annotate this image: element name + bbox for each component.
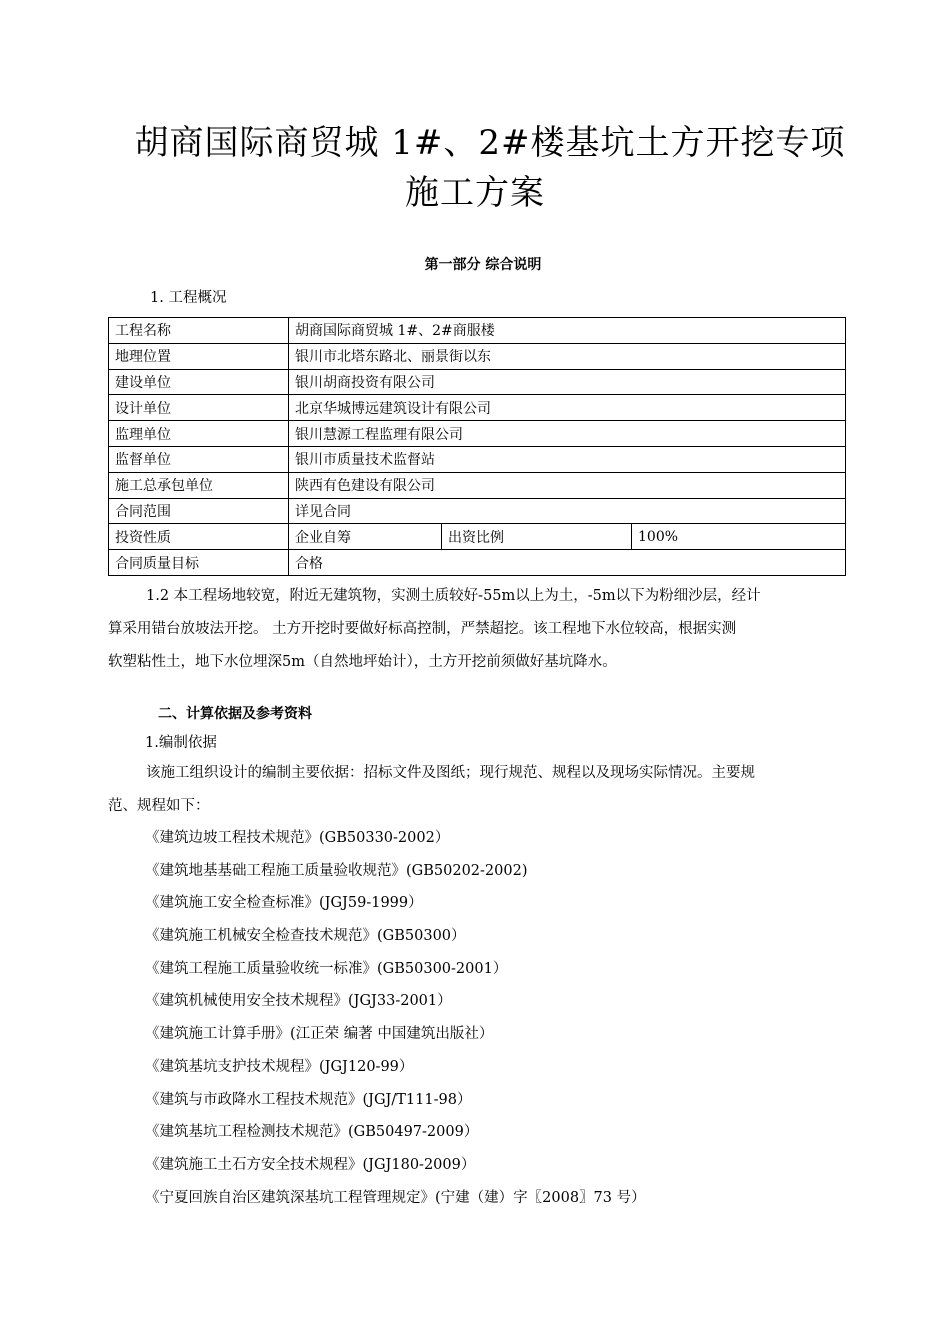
- row-label: 设计单位: [109, 395, 289, 421]
- row-label: 合同质量目标: [109, 550, 289, 576]
- subsection-heading: 1.编制依据: [145, 735, 217, 751]
- table-row: [109, 498, 846, 524]
- list-item: 《建筑地基基础工程施工质量验收规范》(GB50202-2002): [145, 862, 528, 879]
- table-row-investment: [109, 524, 846, 550]
- row-value: 合格: [289, 550, 846, 576]
- row-value: 银川市北塔东路北、丽景街以东: [289, 343, 846, 369]
- row-value: 银川胡商投资有限公司: [289, 369, 846, 395]
- paragraph-line: 算采用错台放坡法开挖。 土方开挖时要做好标高控制，严禁超挖。该工程地下水位较高，根据实测: [108, 621, 737, 637]
- paragraph-line: 范、规程如下：: [108, 798, 210, 814]
- row-label: 施工总承包单位: [109, 472, 289, 498]
- row-value: 北京华城博远建筑设计有限公司: [289, 395, 846, 421]
- document-title: [0, 118, 950, 218]
- row-value: 详见合同: [289, 498, 846, 524]
- row-label: 合同范围: [109, 498, 289, 524]
- project-info-table: [108, 317, 846, 576]
- paragraph-line: 1.2 本工程场地较宽，附近无建筑物，实测土质较好-55m以上为土，-5m以下为粉细沙层，经计: [146, 588, 761, 604]
- list-item: 《建筑基坑支护技术规程》(JGJ120-99）: [145, 1058, 414, 1075]
- paragraph-line: 软塑粘性土，地下水位埋深5m（自然地坪始计），土方开挖前须做好基坑降水。: [108, 654, 617, 670]
- list-item: 《建筑施工机械安全检查技术规范》(GB50300）: [145, 928, 466, 945]
- row-label: 监理单位: [109, 421, 289, 447]
- table-row: [109, 343, 846, 369]
- ratio-label: 出资比例: [442, 524, 632, 550]
- row-value: 陕西有色建设有限公司: [289, 472, 846, 498]
- list-item: 《建筑工程施工质量验收统一标准》(GB50300-2001）: [145, 960, 508, 977]
- list-item: 《建筑施工计算手册》(江正荣 编著 中国建筑出版社）: [145, 1026, 494, 1043]
- row-label: 地理位置: [109, 343, 289, 369]
- table-row: [109, 446, 846, 472]
- section2-heading: 二、计算依据及参考资料: [158, 706, 312, 722]
- section1-heading: 1. 工程概况: [150, 290, 227, 306]
- row-value: 企业自筹: [289, 524, 442, 550]
- list-item: 《建筑施工安全检查标准》(JGJ59-1999）: [145, 895, 423, 912]
- table-row: [109, 472, 846, 498]
- list-item: 《建筑基坑工程检测技术规范》(GB50497-2009）: [145, 1124, 479, 1141]
- ratio-value: 100%: [632, 524, 846, 550]
- row-label: 投资性质: [109, 524, 289, 550]
- row-label: 监督单位: [109, 446, 289, 472]
- list-item: 《建筑机械使用安全技术规程》(JGJ33-2001）: [145, 993, 452, 1010]
- table-row-quality: [109, 550, 846, 576]
- list-item: 《建筑施工土石方安全技术规程》(JGJ180-2009）: [145, 1156, 476, 1173]
- row-value: 银川慧源工程监理有限公司: [289, 421, 846, 447]
- reference-list: [145, 822, 646, 1214]
- list-item: 《建筑与市政降水工程技术规范》(JGJ/T111-98）: [145, 1091, 472, 1108]
- list-item: 《宁夏回族自治区建筑深基坑工程管理规定》(宁建（建）字〖2008〗73 号）: [145, 1189, 646, 1206]
- list-item: 《建筑边坡工程技术规范》(GB50330-2002）: [145, 830, 450, 846]
- basis-paragraph: [108, 757, 845, 823]
- row-value: 银川市质量技术监督站: [289, 446, 846, 472]
- part-heading: 第一部分 综合说明: [424, 257, 542, 273]
- table-row: [109, 369, 846, 395]
- table-row: [109, 395, 846, 421]
- table-row: [109, 318, 846, 344]
- row-value: 胡商国际商贸城 1#、2#商服楼: [289, 318, 846, 344]
- table-row: [109, 421, 846, 447]
- title-line-1: 胡商国际商贸城 1#、2#楼基坑土方开挖专项: [134, 123, 846, 163]
- row-label: 工程名称: [109, 318, 289, 344]
- paragraph-1-2: [108, 580, 845, 679]
- title-line-2: 施工方案: [405, 173, 545, 213]
- paragraph-line: 该施工组织设计的编制主要依据：招标文件及图纸；现行规范、规程以及现场实际情况。主要规: [146, 765, 755, 781]
- row-label: 建设单位: [109, 369, 289, 395]
